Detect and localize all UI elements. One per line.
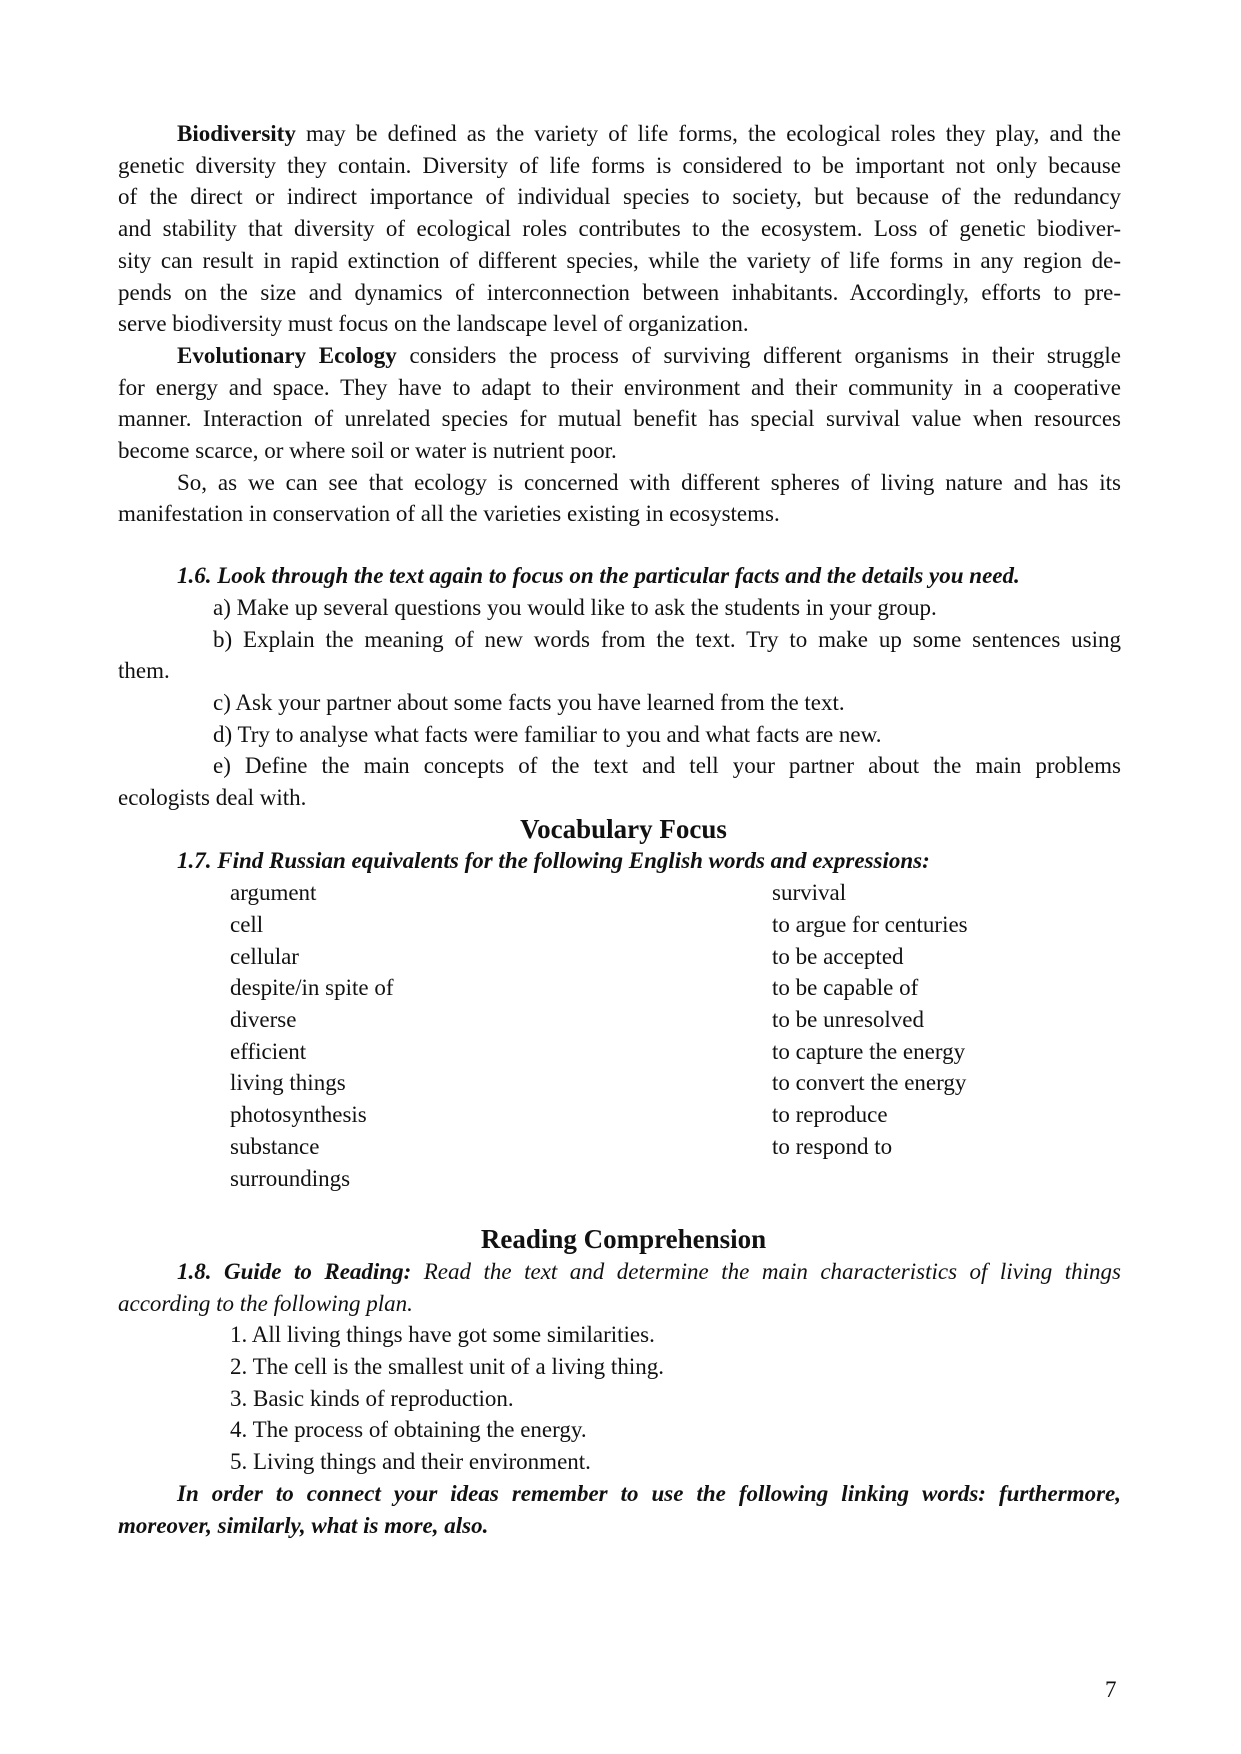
vocab-item: photosynthesis — [230, 1102, 367, 1128]
text-line: Biodiversity may be defined as the variety of life forms, the ecological roles they play, and the — [177, 121, 1121, 146]
plan-item: 4. The process of obtaining the energy. — [230, 1417, 587, 1443]
text-line: serve biodiversity must focus on the landscape level of organization. — [118, 311, 749, 337]
vocabulary-column-left — [230, 877, 772, 1194]
page-content — [118, 118, 1121, 1541]
exercise-1-8 — [118, 1256, 1121, 1541]
exercise-item-e-continued: ecologists deal with. — [118, 785, 307, 811]
exercise-item-b-continued: them. — [118, 658, 170, 684]
text-line: manifestation in conservation of all the varieties existing in ecosystems. — [118, 501, 780, 527]
plan-item: 1. All living things have got some similarities. — [230, 1322, 655, 1348]
text-line: and stability that diversity of ecological roles contributes to the ecosystem. Loss of genetic biodiver- — [118, 216, 1121, 242]
vocab-item: to convert the energy — [772, 1070, 967, 1096]
section-heading-reading: Reading Comprehension — [480, 1224, 767, 1255]
vocab-item: to be accepted — [772, 943, 904, 969]
text-line: of the direct or indirect importance of individual species to society, but because of the redundancy — [118, 184, 1121, 210]
term-biodiversity: Biodiversity — [177, 121, 296, 146]
vocab-item: to respond to — [772, 1133, 893, 1159]
linking-words-note-continued: moreover, similarly, what is more, also. — [118, 1512, 489, 1538]
term-evolutionary-ecology: Evolutionary Ecology — [177, 342, 397, 368]
exercise-item-a: a) Make up several questions you would like to ask the students in your group. — [213, 594, 937, 620]
exercise-item-e: e) Define the main concepts of the text and tell your partner about the main problems — [213, 753, 1121, 779]
exercise-1-6 — [118, 560, 1121, 814]
exercise-1-7 — [118, 845, 1121, 1194]
paragraph-evolutionary-ecology — [118, 340, 1121, 467]
text-line: become scarce, or where soil or water is nutrient poor. — [118, 438, 617, 464]
exercise-item-d: d) Try to analyse what facts were familiar to you and what facts are new. — [213, 721, 882, 747]
text-line: sity can result in rapid extinction of different species, while the variety of life forms in any region de- — [118, 247, 1121, 273]
exercise-label: 1.8. Guide to Reading: — [177, 1258, 412, 1284]
vocabulary-list — [118, 877, 1121, 1194]
text-line: pends on the size and dynamics of interconnection between inhabitants. Accordingly, efforts to pre- — [118, 279, 1121, 305]
vocab-item: diverse — [230, 1006, 297, 1032]
paragraph-biodiversity — [118, 118, 1121, 340]
text-line: for energy and space. They have to adapt to their environment and their community in a cooperative — [118, 374, 1121, 400]
vocab-item: substance — [230, 1133, 320, 1159]
exercise-title: 1.8. Guide to Reading: Read the text and determine the main characteristics of living things — [177, 1258, 1121, 1284]
exercise-title: 1.6. Look through the text again to focus on the particular facts and the details you need. — [177, 563, 1020, 589]
paragraph-conclusion — [118, 467, 1121, 530]
vocab-item: cell — [230, 911, 264, 937]
exercise-instruction-continued: according to the following plan. — [118, 1290, 413, 1316]
exercise-title: 1.7. Find Russian equivalents for the following English words and expressions: — [177, 848, 930, 874]
plan-item: 2. The cell is the smallest unit of a living thing. — [230, 1354, 664, 1380]
vocab-item: efficient — [230, 1038, 307, 1064]
text-line: Evolutionary Ecology considers the process of surviving different organisms in their struggle — [177, 342, 1121, 368]
text-line: genetic diversity they contain. Diversity of life forms is considered to be important not only because — [118, 152, 1121, 178]
plan-item: 5. Living things and their environment. — [230, 1449, 591, 1475]
vocab-item: argument — [230, 880, 317, 906]
text-line: manner. Interaction of unrelated species for mutual benefit has special survival value when resources — [118, 406, 1121, 432]
vocab-item: cellular — [230, 943, 299, 969]
exercise-item-b: b) Explain the meaning of new words from the text. Try to make up some sentences using — [213, 626, 1121, 652]
vocab-item: surroundings — [230, 1165, 351, 1191]
vocabulary-column-right — [772, 877, 1121, 1194]
vocab-item: to capture the energy — [772, 1038, 966, 1064]
section-heading-vocabulary: Vocabulary Focus — [520, 813, 727, 844]
text-line: So, as we can see that ecology is concerned with different spheres of living nature and has its — [177, 469, 1121, 495]
exercise-item-c: c) Ask your partner about some facts you have learned from the text. — [213, 689, 845, 715]
vocab-item: to be capable of — [772, 975, 919, 1001]
vocab-item: to argue for centuries — [772, 911, 968, 937]
plan-item: 3. Basic kinds of reproduction. — [230, 1385, 514, 1411]
page-number: 7 — [1105, 1677, 1117, 1702]
vocab-item: living things — [230, 1070, 346, 1096]
linking-words-note: In order to connect your ideas remember to use the following linking words: furthermore, — [177, 1480, 1121, 1506]
vocab-item: to be unresolved — [772, 1006, 925, 1032]
vocab-item: to reproduce — [772, 1102, 888, 1128]
vocab-item: despite/in spite of — [230, 975, 394, 1001]
vocab-item: survival — [772, 880, 847, 906]
